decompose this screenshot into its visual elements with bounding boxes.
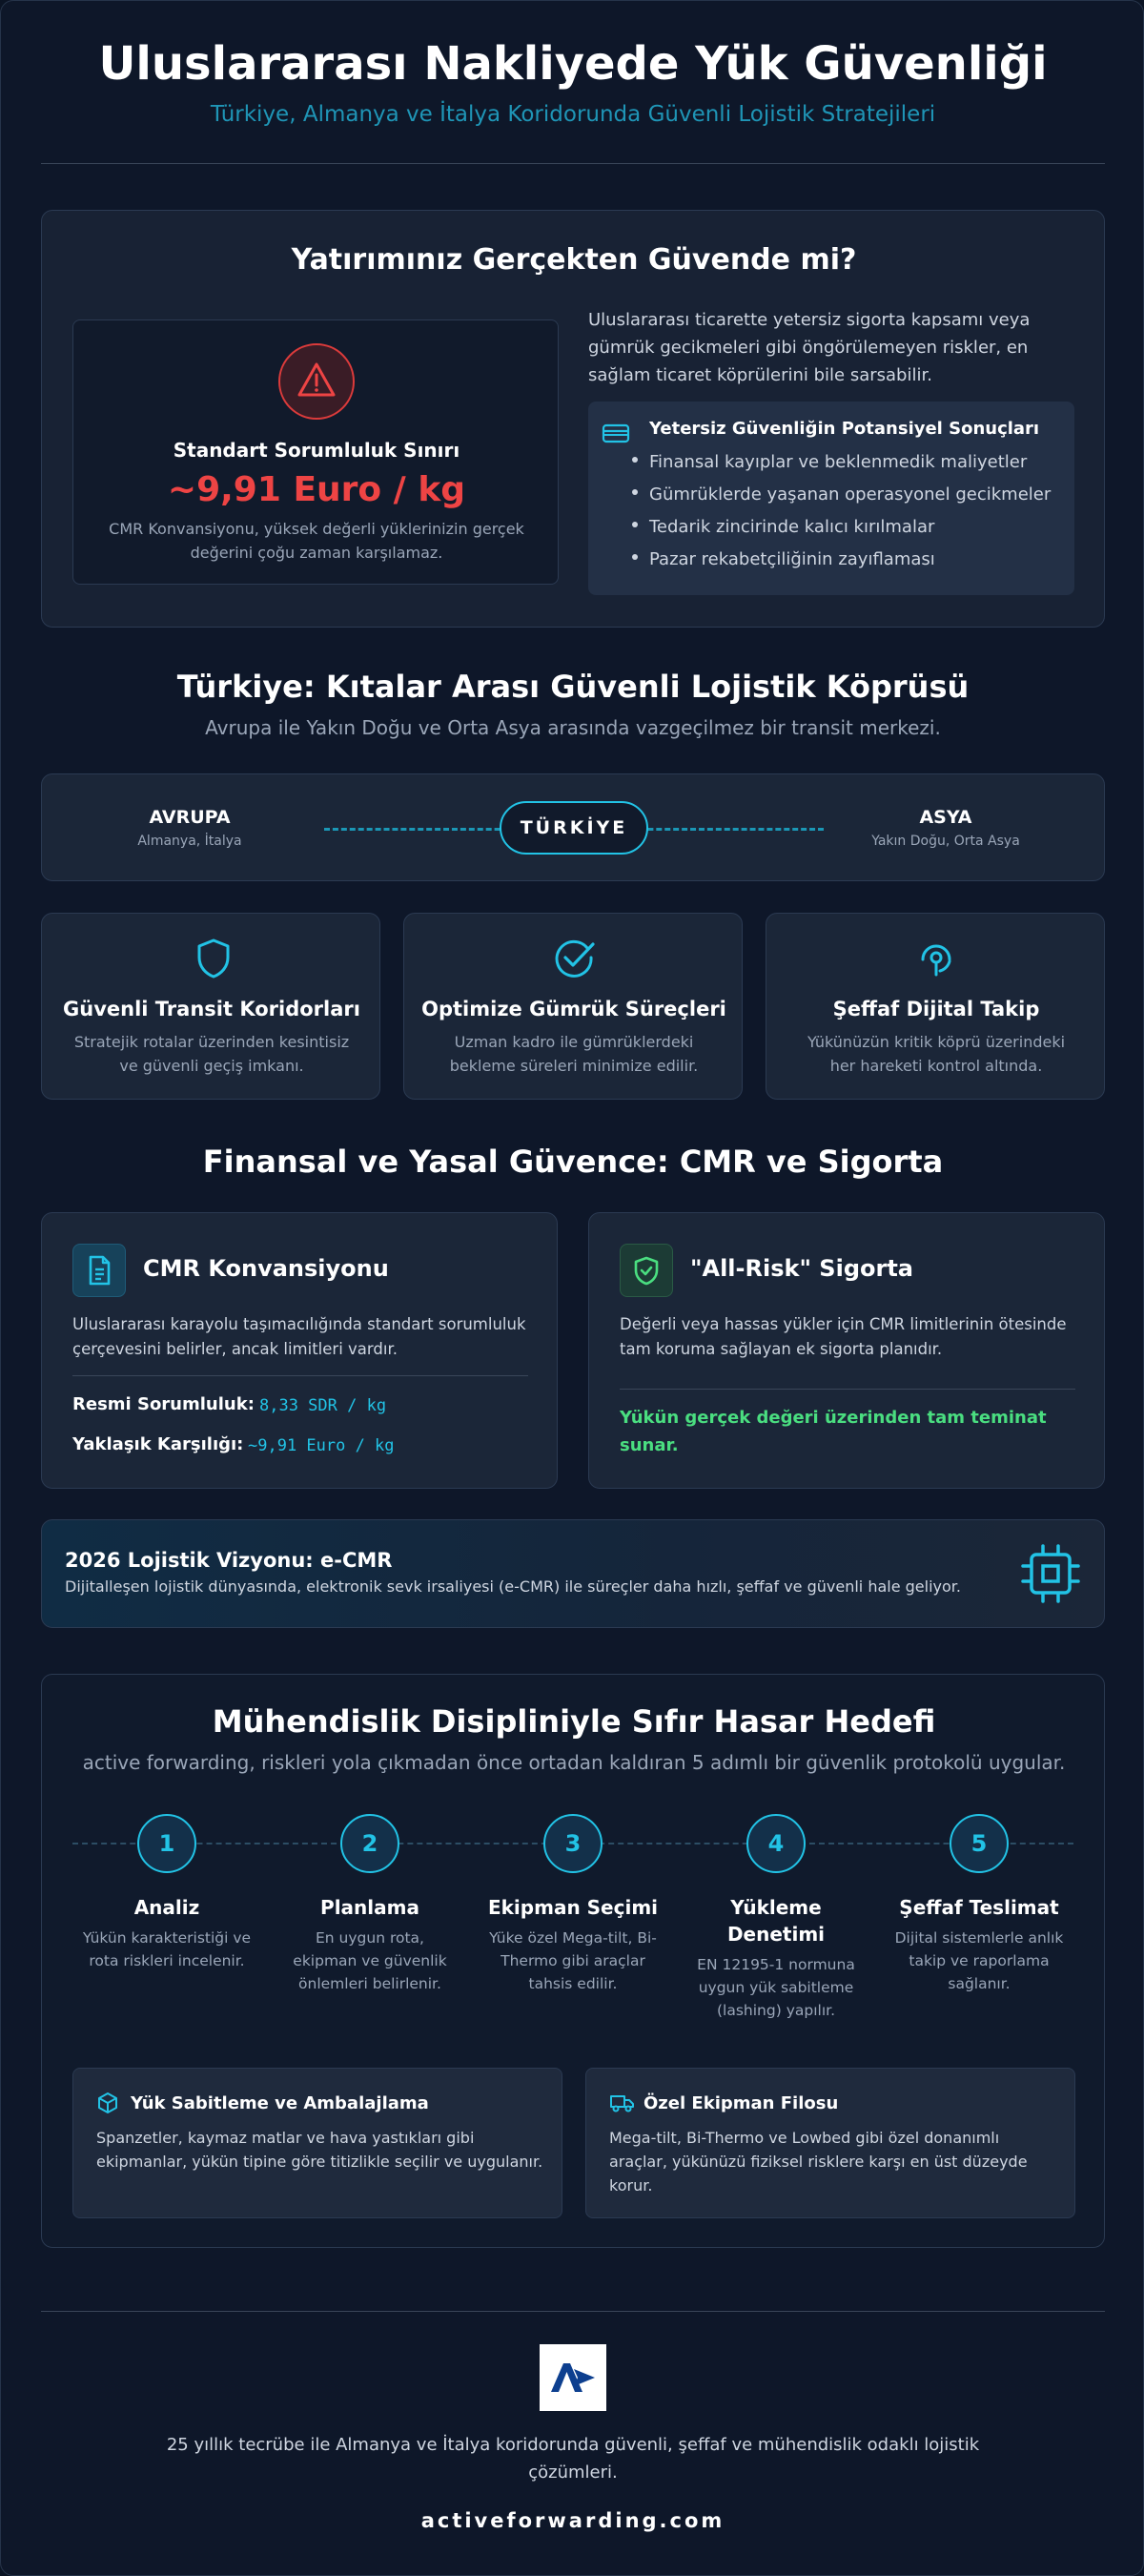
asia-detail: Yakın Doğu, Orta Asya <box>871 834 1020 849</box>
step-title: Planlama <box>320 1896 419 1919</box>
credit-card-icon <box>602 422 632 449</box>
warning-triangle-icon <box>278 343 355 420</box>
step-number: 5 <box>950 1814 1009 1873</box>
feature-card-tracking <box>766 913 1105 1100</box>
list-item: Tedarik zincirinde kalıcı kırılmalar <box>624 514 1063 540</box>
official-liability-label: Resmi Sorumluluk: <box>72 1394 255 1414</box>
list-item: Finansal kayıplar ve beklenmedik maliyetler <box>624 449 1063 475</box>
approx-value: ~9,91 Euro / kg <box>248 1436 395 1455</box>
footer-text: 25 yıllık tecrübe ile Almanya ve İtalya koridorunda güvenli, şeffaf ve mühendislik odaklı lojistik çözümleri. <box>166 2435 980 2483</box>
package-icon <box>96 2092 119 2118</box>
step-text: Yükün karakteristiği ve rota riskleri incelenir. <box>82 1929 252 1969</box>
step-number: 1 <box>137 1814 196 1873</box>
ecmr-vision-banner <box>41 1519 1105 1628</box>
feature-card-transit <box>41 913 380 1100</box>
limit-note: CMR Konvansiyonu, yüksek değerli yüklerinizin gerçek değerini çoğu zaman karşılamaz. <box>109 520 524 562</box>
limit-value: ~9,91 Euro / kg <box>167 470 466 509</box>
official-liability-value: 8,33 SDR / kg <box>259 1396 387 1415</box>
step-number: 4 <box>746 1814 806 1873</box>
step-number: 3 <box>543 1814 603 1873</box>
europe-detail: Almanya, İtalya <box>137 834 242 849</box>
consequences-list <box>624 449 1063 579</box>
insurance-divider <box>620 1389 1075 1390</box>
bridge-subheading: Avrupa ile Yakın Doğu ve Orta Asya arasında vazgeçilmez bir transit merkezi. <box>205 716 941 739</box>
securing-box <box>72 2068 562 2218</box>
step-title: Analiz <box>133 1896 200 1919</box>
shield-icon <box>194 937 233 984</box>
check-circle-icon <box>551 937 599 984</box>
tracking-pin-icon <box>911 935 961 986</box>
page-subtitle: Türkiye, Almanya ve İtalya Koridorunda Güvenli Lojistik Stratejileri <box>210 102 936 127</box>
fleet-box <box>585 2068 1075 2218</box>
cmr-title: CMR Konvansiyonu <box>143 1255 389 1282</box>
chip-icon <box>1018 1541 1083 1610</box>
engineering-subheading: active forwarding, riskleri yola çıkmadan önce ortadan kaldıran 5 adımlı bir güvenlik protokolü uygular. <box>82 1751 1066 1774</box>
cmr-divider <box>72 1375 528 1376</box>
finance-heading: Finansal ve Yasal Güvence: CMR ve Sigorta <box>202 1144 944 1180</box>
step-title: Şeffaf Teslimat <box>899 1896 1059 1919</box>
consequences-title: Yetersiz Güvenliğin Potansiyel Sonuçları <box>649 419 1040 439</box>
shield-check-icon <box>620 1244 673 1297</box>
box-title: Yük Sabitleme ve Ambalajlama <box>131 2093 429 2113</box>
vision-title: 2026 Lojistik Vizyonu: e-CMR <box>65 1549 393 1572</box>
turkiye-hub-badge: TÜRKİYE <box>500 801 648 855</box>
vision-text: Dijitalleşen lojistik dünyasında, elektronik sevk irsaliyesi (e-CMR) ile süreçler daha hızlı, şeffaf ve güvenli hale geliyor. <box>65 1577 961 1596</box>
step-text: Dijital sistemlerle anlık takip ve raporlama sağlanır. <box>894 1929 1064 1992</box>
limit-label: Standart Sorumluluk Sınırı <box>173 439 460 462</box>
approx-value-label: Yaklaşık Karşılığı: <box>72 1434 244 1454</box>
list-item: Gümrüklerde yaşanan operasyonel gecikmeler <box>624 482 1063 507</box>
feature-card-customs <box>403 913 743 1100</box>
investment-section <box>41 210 1105 628</box>
box-text: Mega-tilt, Bi-Thermo ve Lowbed gibi özel donanımlı araçlar, yükünüzü fiziksel risklere karşı en üst düzeyde korur. <box>609 2129 1028 2195</box>
step-title: Yükleme Denetimi <box>726 1896 826 1946</box>
box-text: Spanzetler, kaymaz matlar ve hava yastıkları gibi ekipmanlar, yükün tipine göre titizlikle seçilir ve uygulanır. <box>96 2129 543 2171</box>
feature-text: Uzman kadro ile gümrüklerdeki bekleme süreleri minimize edilir. <box>449 1033 699 1075</box>
list-item: Pazar rekabetçiliğinin zayıflaması <box>624 546 1063 572</box>
cmr-text: Uluslararası karayolu taşımacılığında standart sorumluluk çerçevesini belirler, ancak limitleri vardır. <box>72 1315 526 1358</box>
page-title: Uluslararası Nakliyede Yük Güvenliği <box>98 37 1048 91</box>
active-forwarding-logo <box>540 2344 606 2411</box>
asia-label: ASYA <box>919 807 972 828</box>
insurance-highlight: Yükün gerçek değeri üzerinden tam teminat sunar. <box>620 1408 1047 1455</box>
insurance-text: Değerli veya hassas yükler için CMR limitlerinin ötesinde tam koruma sağlayan ek sigorta planıdır. <box>620 1315 1067 1358</box>
investment-heading: Yatırımınız Gerçekten Güvende mi? <box>291 243 857 277</box>
truck-icon <box>609 2092 636 2118</box>
engineering-heading: Mühendislik Disipliniyle Sıfır Hasar Hedefi <box>212 1703 936 1740</box>
header-divider <box>41 163 1105 164</box>
europe-label: AVRUPA <box>149 807 231 828</box>
step-text: EN 12195-1 normuna uygun yük sabitleme (lashing) yapılır. <box>697 1956 855 2019</box>
footer-divider <box>41 2311 1105 2312</box>
feature-title: Güvenli Transit Koridorları <box>63 998 360 1020</box>
bridge-heading: Türkiye: Kıtalar Arası Güvenli Lojistik Köprüsü <box>176 669 970 705</box>
bridge-route-card <box>41 773 1105 881</box>
step-text: Yüke özel Mega-tilt, Bi-Thermo gibi araçlar tahsis edilir. <box>489 1929 657 1992</box>
consequences-box <box>588 402 1074 595</box>
feature-title: Şeffaf Dijital Takip <box>832 998 1040 1020</box>
box-title: Özel Ekipman Filosu <box>644 2093 839 2113</box>
step-title: Ekipman Seçimi <box>487 1896 659 1919</box>
feature-text: Yükünüzün kritik köprü üzerindeki her hareketi kontrol altında. <box>807 1033 1066 1075</box>
liability-limit-card <box>72 319 559 585</box>
cmr-card <box>41 1212 558 1489</box>
investment-intro: Uluslararası ticarette yetersiz sigorta kapsamı veya gümrük gecikmeleri gibi öngörülemeyen riskler, en sağlam ticaret köprülerini bile sarsabilir. <box>588 310 1031 385</box>
insurance-card <box>588 1212 1105 1489</box>
feature-title: Optimize Gümrük Süreçleri <box>421 998 726 1020</box>
step-number: 2 <box>340 1814 399 1873</box>
footer-website: activeforwarding.com <box>420 2509 725 2532</box>
feature-text: Stratejik rotalar üzerinden kesintisiz ve güvenli geçiş imkanı. <box>73 1033 350 1075</box>
insurance-title: "All-Risk" Sigorta <box>690 1255 913 1282</box>
engineering-section <box>41 1674 1105 2248</box>
document-icon <box>72 1244 126 1297</box>
step-text: En uygun rota, ekipman ve güvenlik önlemleri belirlenir. <box>293 1929 447 1992</box>
